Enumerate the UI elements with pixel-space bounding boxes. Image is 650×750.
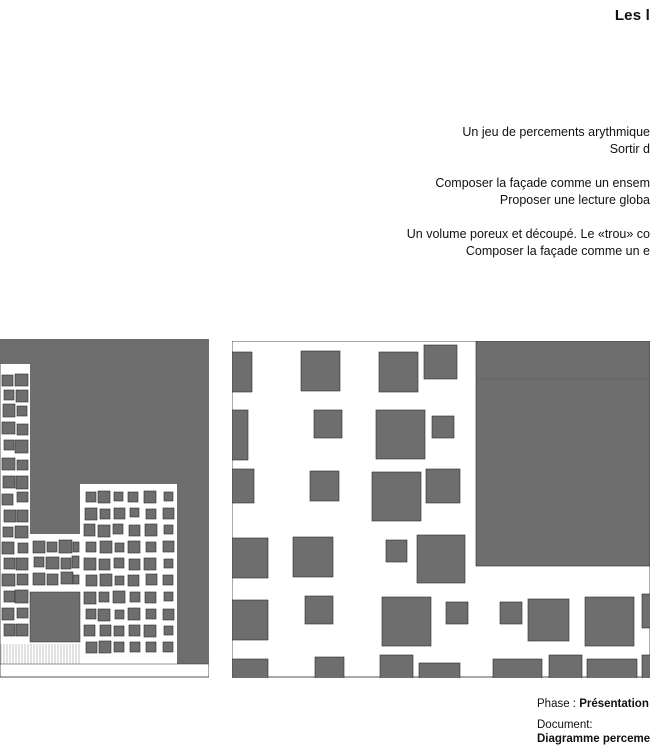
elevation-opening [144,491,156,503]
detail-opening [417,535,465,583]
elevation-opening [100,625,111,636]
elevation-top-band [0,339,209,364]
elevation-opening [145,524,157,536]
elevation-opening [114,558,124,568]
detail-opening [314,410,342,438]
elevation-opening [16,624,28,636]
intro-line: Composer la façade comme un ensem [435,176,650,190]
phase-label: Phase : [537,698,580,710]
detail-opening [232,469,254,503]
elevation-opening [47,542,57,552]
detail-opening [232,538,268,578]
elevation-notch-volume [30,484,80,534]
detail-opening [500,602,522,624]
elevation-opening [15,440,28,453]
elevation-opening [17,424,28,435]
elevation-opening [146,609,156,619]
detail-opening [315,657,344,683]
elevation-opening [2,375,13,386]
elevation-opening [73,575,79,584]
elevation-opening [3,404,15,417]
elevation-opening [3,476,15,488]
elevation-opening [4,390,14,400]
elevation-opening [73,542,79,552]
elevation-opening [84,524,95,536]
elevation-opening [18,543,28,553]
elevation-opening [2,608,14,620]
elevation-opening [113,524,123,534]
elevation-opening [17,492,28,502]
elevation-opening [146,542,156,552]
elevation-opening [163,575,173,585]
elevation-opening [164,492,173,501]
elevation-opening [115,610,124,619]
elevation-opening [61,558,71,569]
elevation-opening [2,542,14,554]
elevation-opening [3,527,13,537]
elevation-opening [85,508,97,520]
elevation-opening [16,558,28,570]
elevation-opening [72,556,79,568]
detail-opening [549,655,582,681]
elevation-opening [15,374,28,386]
detail-opening [376,410,425,459]
elevation-opening [163,508,174,519]
elevation-opening [34,557,44,567]
elevation-opening [46,557,59,569]
elevation-opening [59,540,72,553]
elevation-opening [98,609,110,621]
elevation-opening [164,559,173,568]
detail-opening [386,540,407,562]
elevation-opening [129,625,140,636]
elevation-opening [33,541,45,553]
elevation-opening [100,509,110,519]
elevation-opening [86,575,97,586]
elevation-opening [128,608,140,620]
detail-opening [432,416,454,438]
facade-detail [232,341,650,685]
document-value: Diagramme perceme [537,733,650,745]
elevation-opening [17,574,28,585]
elevation-opening [128,492,138,502]
elevation-opening [2,422,15,434]
elevation-opening [100,541,112,553]
elevation-upper-volume [30,364,209,484]
elevation-opening [128,575,139,586]
elevation-opening [4,624,15,636]
elevation-opening [164,626,173,635]
intro-line: Sortir d [609,142,650,156]
elevation-opening [163,541,174,552]
elevation-opening [164,525,173,534]
detail-opening [493,659,542,683]
elevation-opening [15,590,28,603]
detail-opening [382,597,431,646]
elevation-opening [99,592,109,602]
elevation-opening [2,494,13,505]
phase-value: Présentation [579,698,649,710]
elevation-opening [129,525,140,536]
elevation-opening [115,576,124,585]
elevation-opening [86,642,97,653]
elevation-opening [2,458,15,470]
detail-opening [419,663,460,685]
elevation-opening [4,558,15,569]
elevation-opening [99,641,111,653]
elevation-opening [145,592,156,603]
elevation-opening [17,510,28,522]
intro-line: Un jeu de percements arythmique [462,125,650,139]
detail-opening [380,655,413,681]
elevation-opening [16,476,28,489]
elevation-opening [4,440,14,450]
detail-opening [232,410,248,460]
detail-opening [528,599,569,641]
intro-line: Un volume poreux et découpé. Le «trou» co [406,227,650,241]
detail-opening [642,594,650,628]
elevation-opening [17,406,27,416]
elevation-opening [98,525,110,537]
detail-opening [232,659,268,683]
elevation-opening [113,591,125,603]
elevation-opening [163,609,174,620]
detail-opening [587,659,637,683]
elevation-opening [130,592,140,602]
elevation-opening [146,642,156,652]
document-label: Document: [537,719,593,731]
detail-opening [310,471,339,501]
elevation-opening [86,542,96,552]
elevation-opening [146,509,156,519]
detail-opening [232,600,268,640]
elevation-opening [17,608,28,618]
elevation-right-volume [177,484,209,664]
elevation-opening [17,460,28,470]
facade-elevation [0,339,209,677]
elevation-opening [130,508,139,517]
elevation-opening [146,574,157,585]
intro-line: Proposer une lecture globa [499,193,650,207]
elevation-opening [163,642,173,652]
elevation-opening [15,526,28,538]
elevation-opening [84,558,96,570]
phase-line [537,697,650,711]
elevation-opening [114,626,124,636]
elevation-opening [86,609,96,619]
elevation-opening [128,541,140,553]
elevation-opening [114,508,125,519]
detail-opening [426,469,460,503]
document-meta [537,697,650,746]
elevation-opening [164,592,173,601]
detail-opening [301,351,340,391]
elevation-opening [144,558,156,570]
elevation-opening [47,574,58,585]
detail-opening [446,602,468,624]
detail-opening [232,352,252,392]
detail-opening [642,655,650,681]
detail-solid-volume [476,341,650,566]
detail-opening [372,472,421,521]
elevation-opening [84,625,95,636]
detail-opening [585,597,634,646]
elevation-opening [33,573,45,585]
detail-opening [424,345,457,379]
detail-opening [379,352,418,392]
elevation-opening [86,492,96,502]
elevation-opening [98,491,110,503]
elevation-opening [100,574,112,586]
elevation-opening [61,572,73,584]
elevation-opening [16,390,28,402]
elevation-opening [4,591,15,602]
elevation-opening [130,642,140,652]
elevation-opening [114,492,123,501]
elevation-lower-block [30,592,80,642]
intro-line: Composer la façade comme un e [465,244,650,258]
elevation-opening [115,543,124,552]
elevation-opening [99,559,110,570]
elevation-opening [129,559,140,570]
detail-opening [293,537,333,577]
elevation-opening [2,574,15,586]
elevation-opening [144,625,156,637]
elevation-opening [114,642,124,652]
page-title: Les l [614,7,650,24]
elevation-opening [84,592,96,604]
elevation-opening [4,510,16,522]
detail-opening [305,596,333,624]
